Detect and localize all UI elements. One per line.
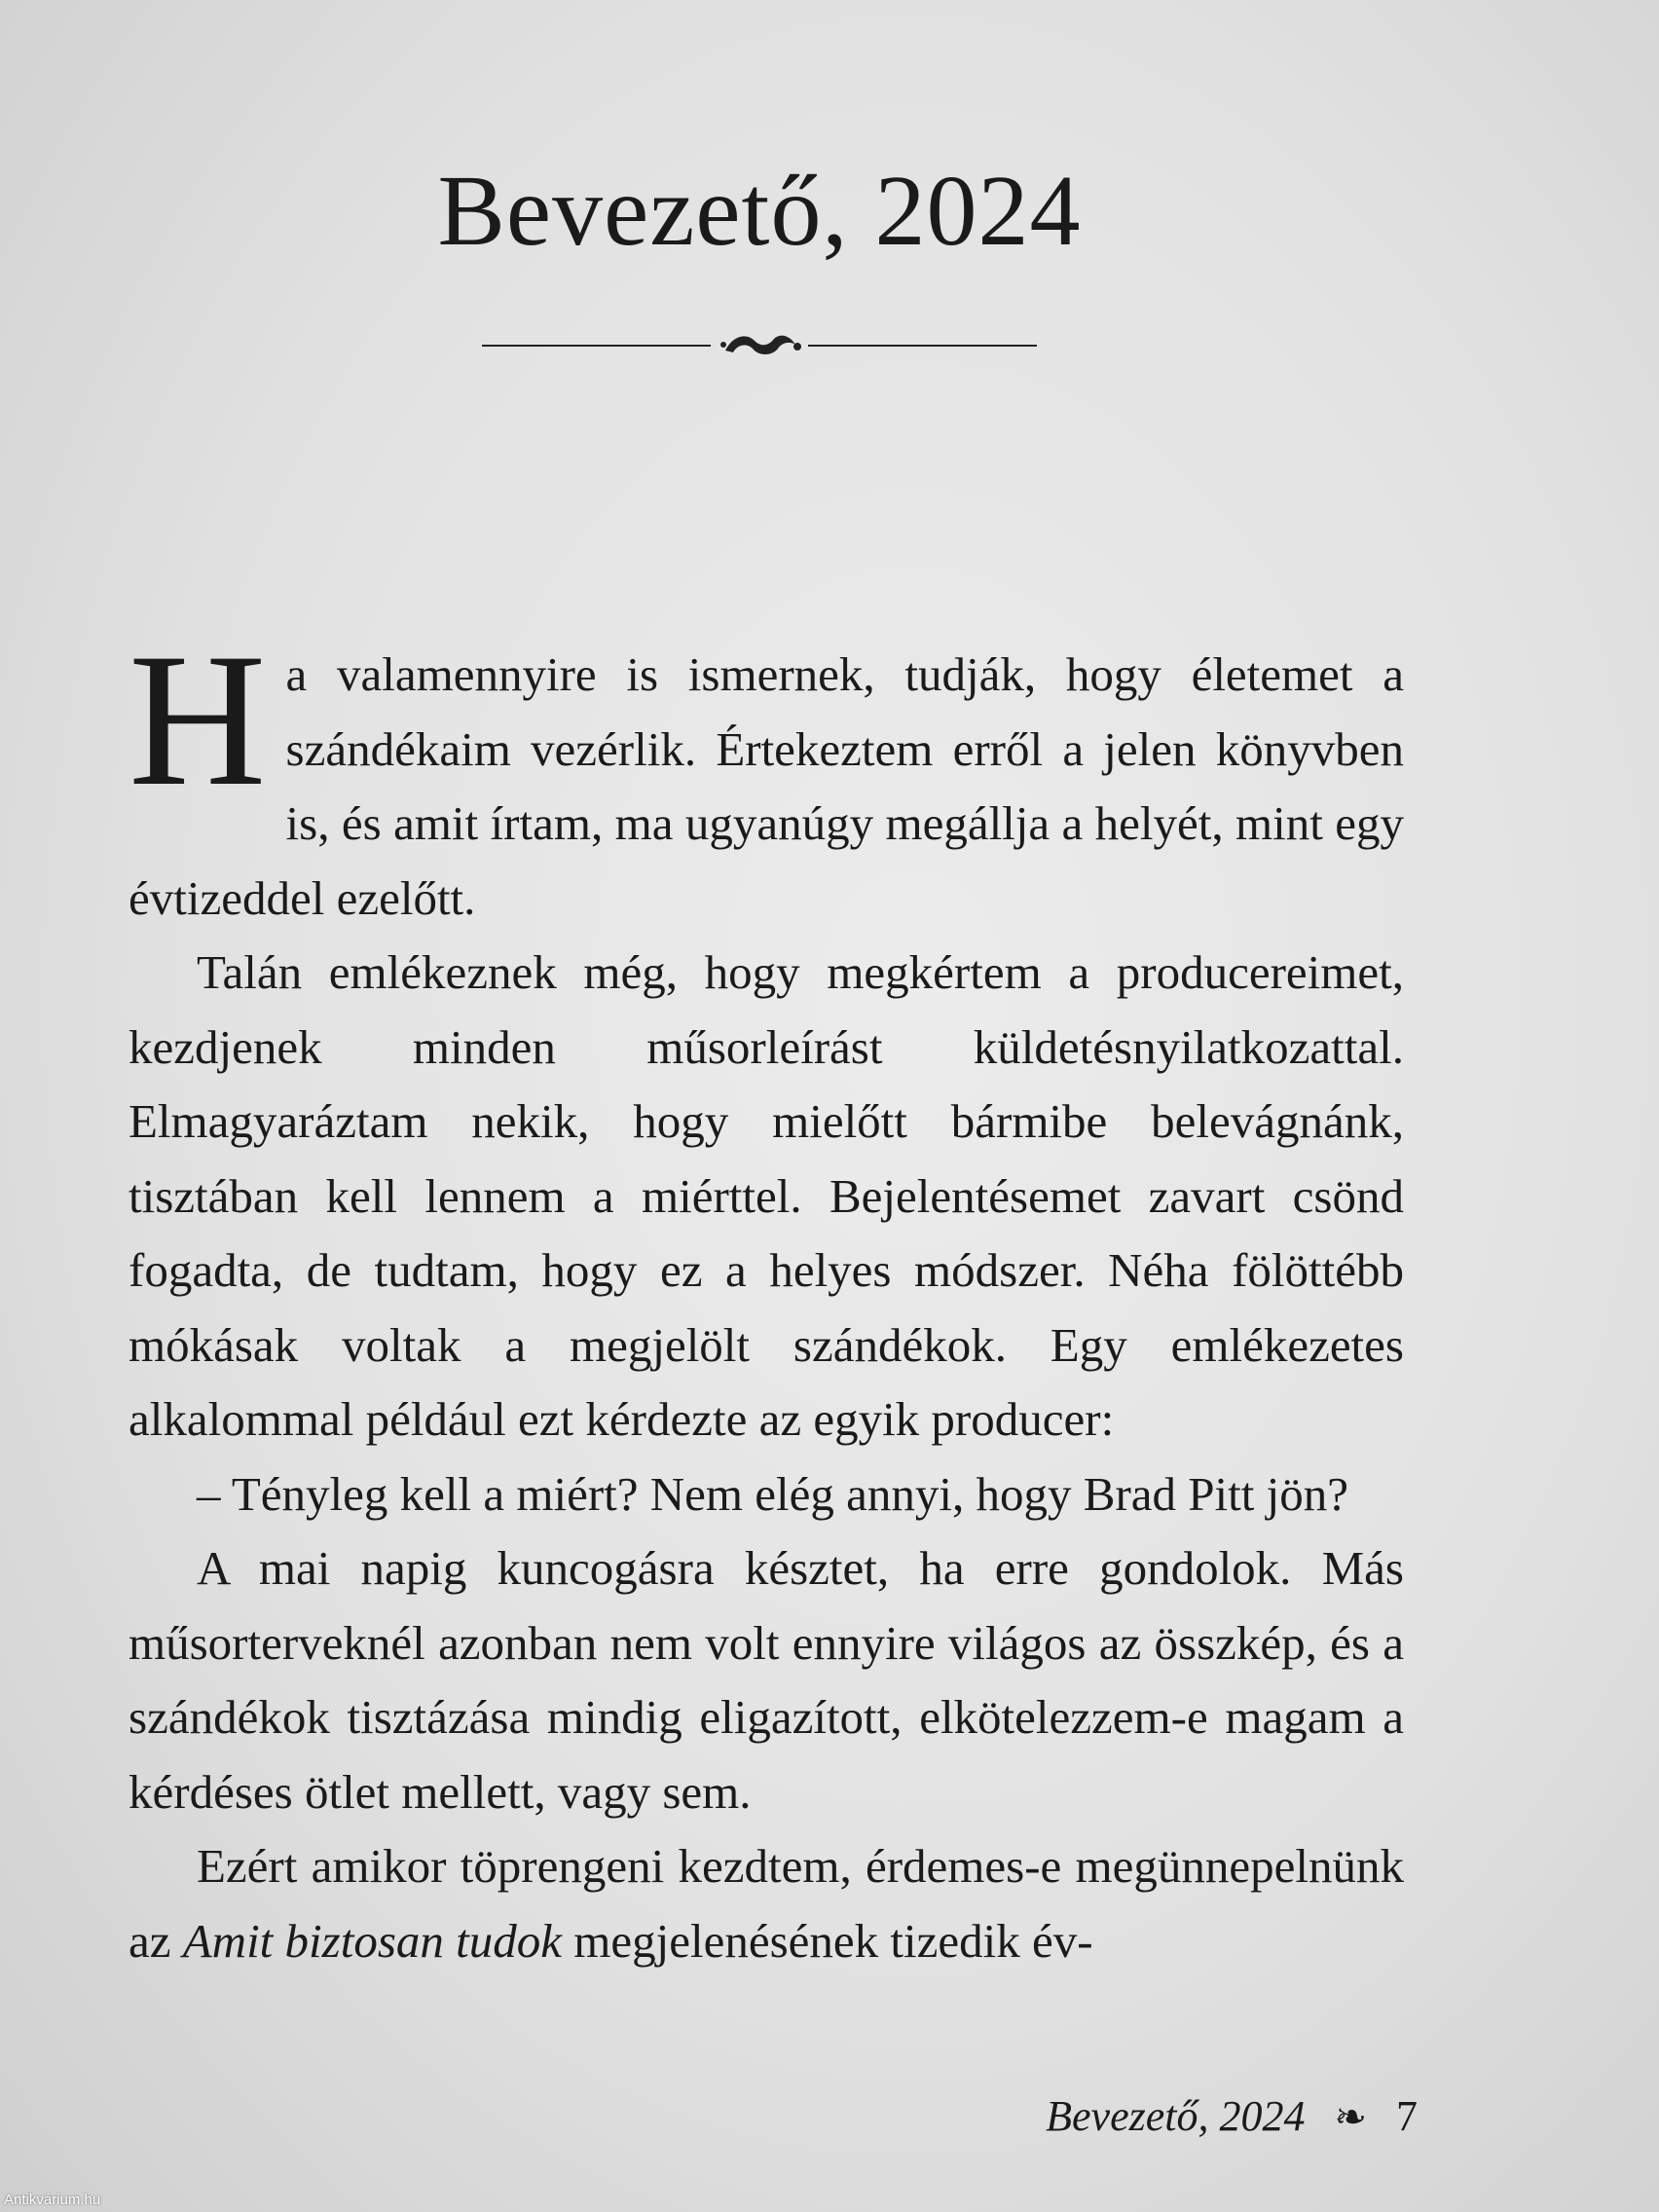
running-title: Bevezető, 2024 [1046, 2092, 1306, 2140]
paragraph [129, 614, 1404, 936]
chapter-title: Bevezető, 2024 [437, 155, 1082, 267]
drop-cap: H [129, 614, 267, 826]
body-text [129, 614, 1404, 1978]
dialog-line: – Tényleg kell a miért? Nem elég annyi, hogy Brad Pitt jön? [197, 1466, 1348, 1521]
paragraph [129, 1829, 1404, 1978]
book-title-italic: Amit biztosan tudok [182, 1913, 563, 1968]
page-footer [1046, 2091, 1418, 2141]
fleuron-icon: ❧ [1334, 2095, 1367, 2139]
paragraph-text: Ezért amikor töprengeni kezdtem, érdemes-e megünnepelnünk az [129, 1839, 1404, 1968]
paragraph: Talán emlékeznek még, hogy megkértem a producereimet, kezdjenek minden műsorleírást küldetésnyilatkozattal. Elmagyaráztam nekik, hogy mielőtt bármibe belevágnánk, tisztában kell lennem a miérttel. Bejelentésemet zavart csönd fogadta, de tudtam, hogy ez a helyes módszer. Néha fölöttébb mókásak voltak a megjelölt szándékok. Egy emlékezetes alkalommal például ezt kérdezte az egyik producer: [129, 945, 1404, 1446]
watermark: Antikvárium.hu [4, 2192, 101, 2208]
paragraph-text: megjelenésének tizedik év- [562, 1913, 1093, 1968]
paragraph: A mai napig kuncogásra késztet, ha erre gondolok. Más műsorterveknél azonban nem volt ennyire világos az összkép, és a szándékok tisztázása mindig eligazított, elkötelezzem-e magam a kérdéses ötlet mellett, vagy sem. [129, 1541, 1404, 1819]
page-number: 7 [1396, 2092, 1418, 2140]
title-ornament-divider [482, 321, 1037, 370]
paragraph-text: a valamennyire is ismernek, tudják, hogy életemet a szándékaim vezérlik. Értekeztem erről a jelen könyvben is, és amit írtam, ma ugyanúgy megállja a helyét, mint egy évtizeddel ezelőtt. [129, 647, 1404, 925]
